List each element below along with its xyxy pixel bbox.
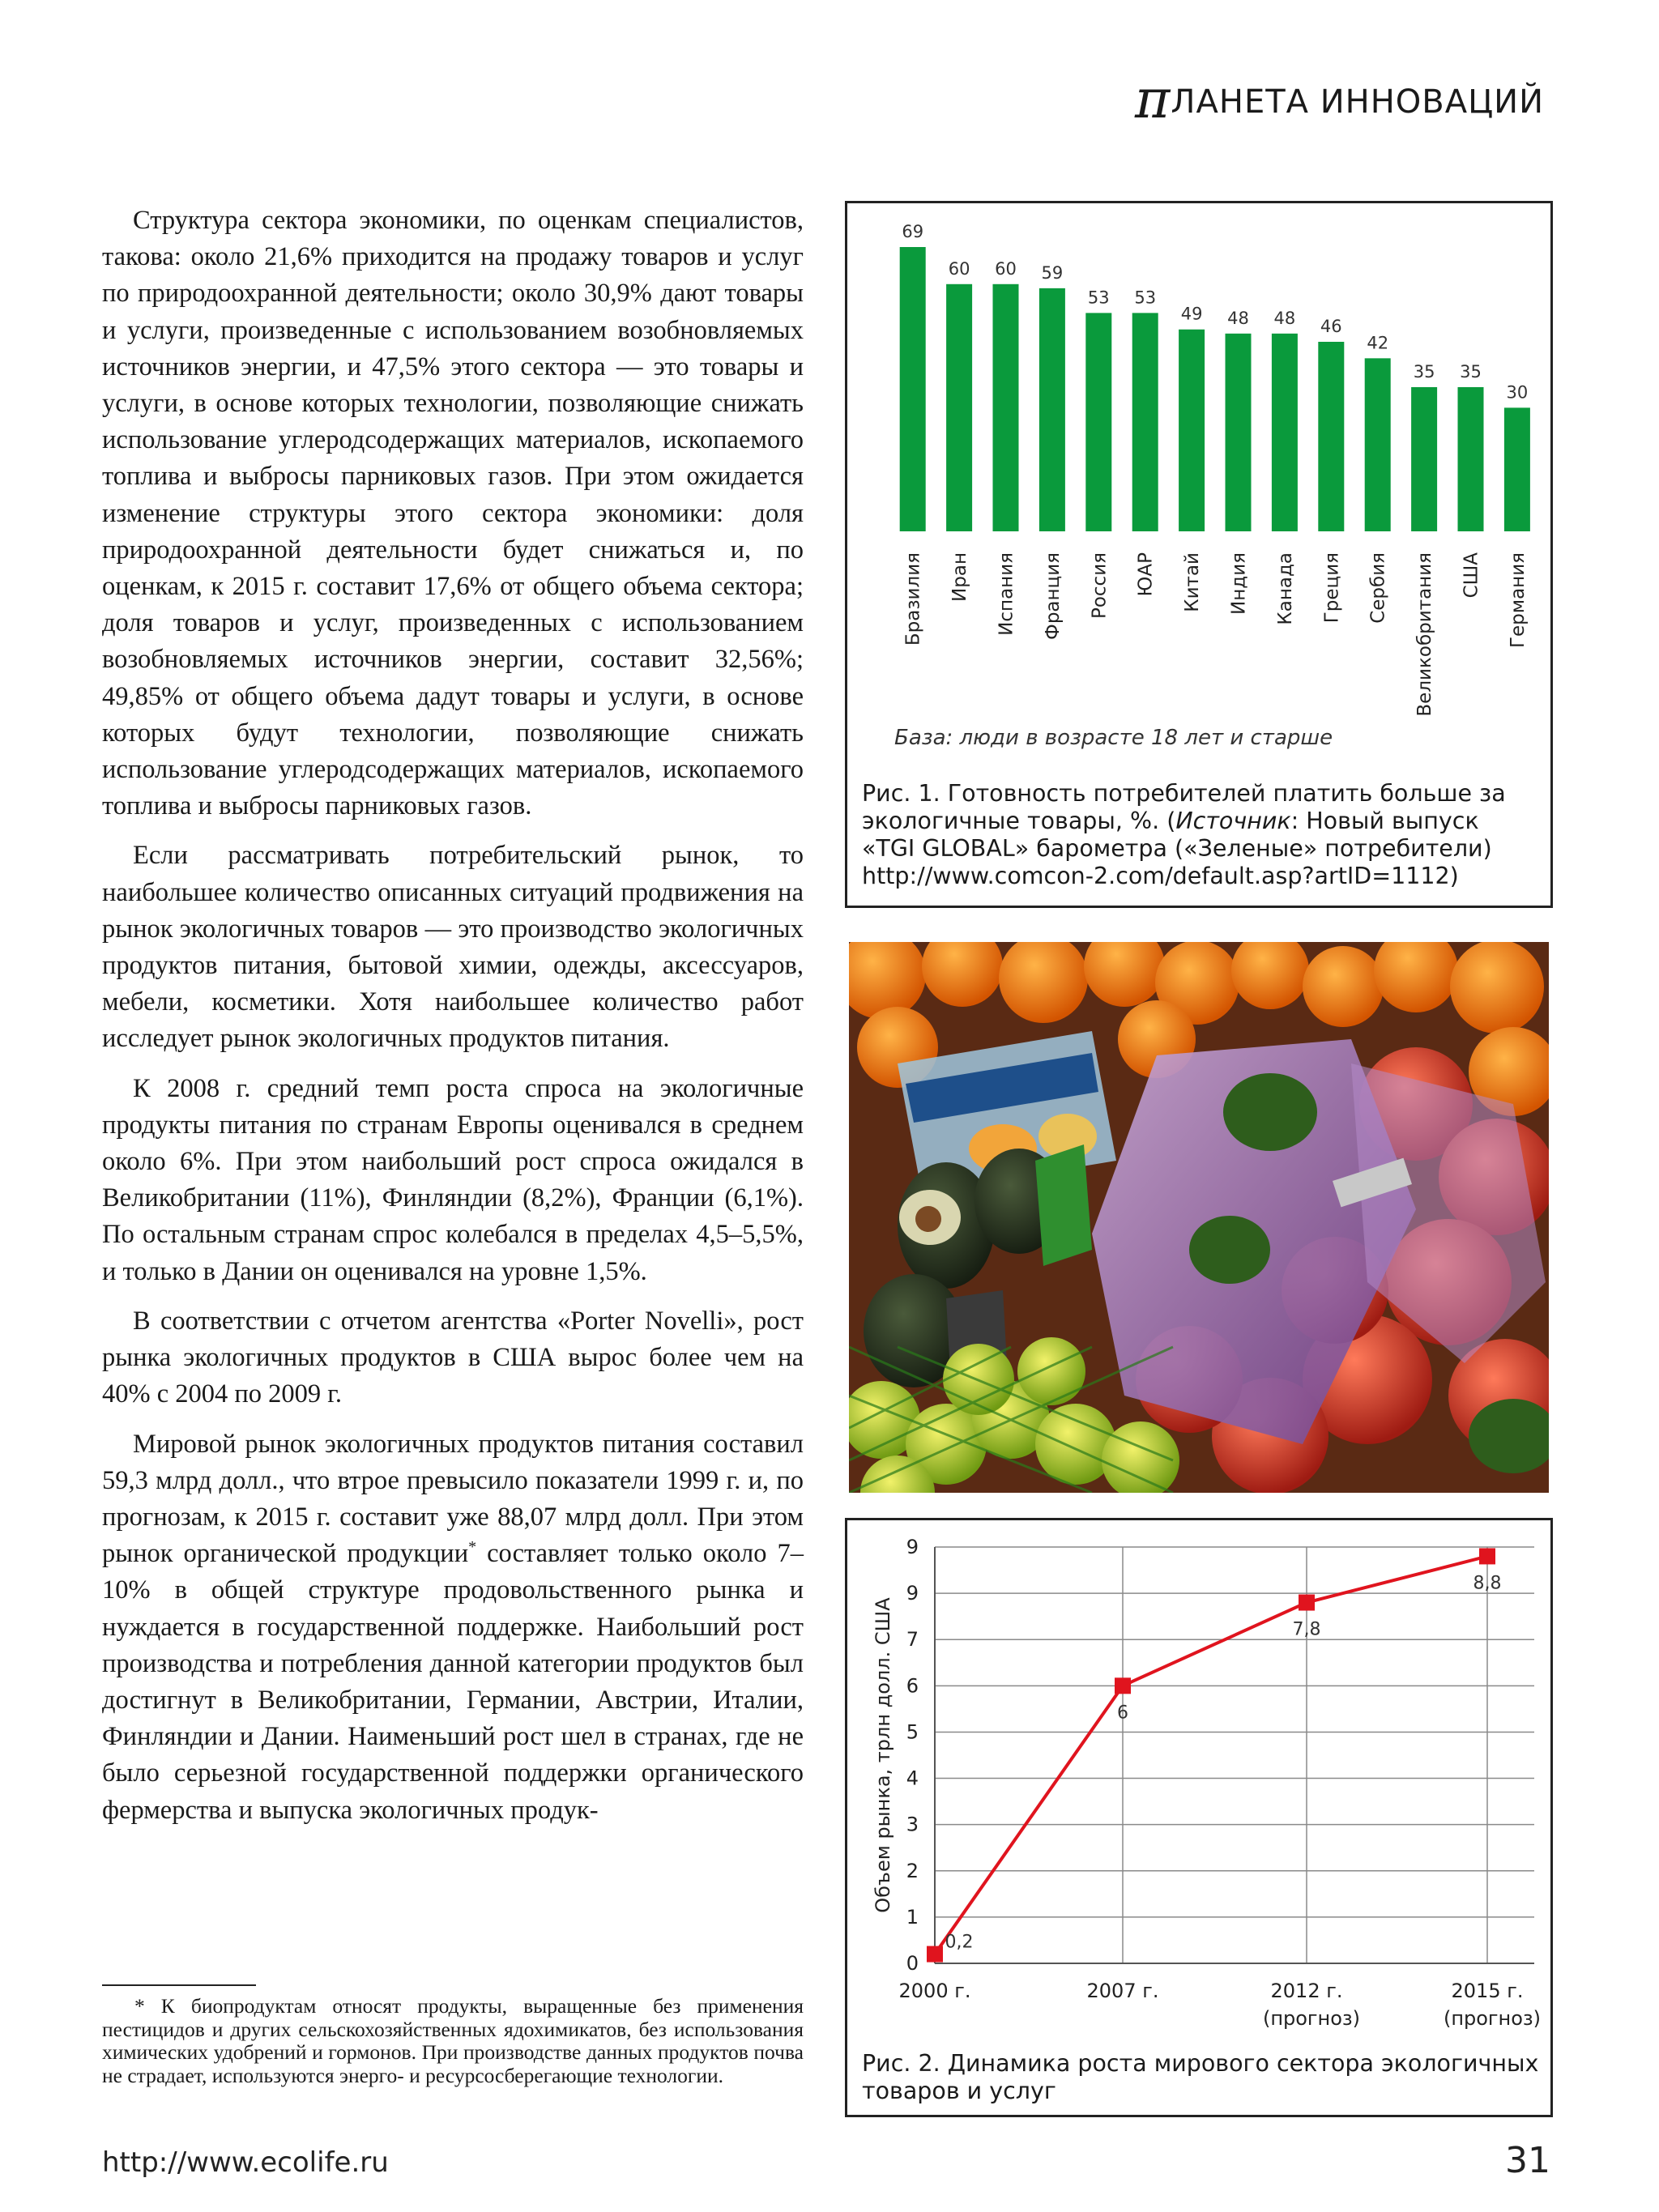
- bar-value-label: 60: [995, 258, 1017, 279]
- figure-1-caption: [862, 780, 1539, 890]
- pi-symbol: π: [1135, 68, 1171, 130]
- footer-url[interactable]: http://www.ecolife.ru: [102, 2146, 389, 2179]
- line-chart: [847, 1520, 1550, 2039]
- paragraph-text: Мировой рынок экологичных продуктов питания составил 59,3 млрд долл., что втрое превысило показатели 1999 г. и, по прогнозам, к 2015 г. составит уже 88,07 млрд долл. При этом рынок органической продукции: [102, 1429, 804, 1569]
- caption-source-word: Источник: [1175, 808, 1291, 834]
- caption-text: : Новый выпуск «TGI GLOBAL» барометра («Зеленые» потребители) http://www.comcon-2.com/default.asp?artID=1112): [862, 808, 1492, 889]
- bar-value-label: 59: [1041, 262, 1064, 283]
- x-tick-sublabel: (прогноз): [1443, 2007, 1542, 2030]
- bar: [1226, 334, 1252, 531]
- bar-value-label: 53: [1134, 288, 1157, 308]
- category-label: Канада: [1274, 552, 1296, 625]
- data-point: [927, 1946, 943, 1963]
- footnote-rule: [102, 1984, 256, 1986]
- x-tick-label: 2007 г.: [1086, 1980, 1159, 2002]
- data-point: [1299, 1595, 1315, 1611]
- x-tick-label: 2000 г.: [898, 1980, 971, 2002]
- footnote: [102, 1995, 804, 2087]
- y-axis-title: Объем рынка, трлн долл. США: [872, 1597, 894, 1913]
- bar: [900, 247, 926, 531]
- bar: [1411, 387, 1437, 531]
- photo-illustration: [849, 942, 1549, 1493]
- bar: [1039, 288, 1065, 531]
- bar: [1458, 387, 1484, 531]
- category-label: Германия: [1507, 552, 1529, 649]
- data-point-label: 8,8: [1473, 1573, 1502, 1594]
- y-tick-label: 5: [906, 1720, 919, 1744]
- data-point: [1479, 1548, 1495, 1564]
- data-point-label: 0,2: [945, 1932, 974, 1953]
- bar-chart: [847, 203, 1550, 722]
- footnote-mark: *: [468, 1538, 477, 1557]
- caption-text: Рис. 1. Готовность потребителей платить больше за экологичные товары, %. (: [862, 780, 1506, 834]
- bar: [1179, 330, 1205, 531]
- bar: [1504, 407, 1530, 531]
- bar-value-label: 46: [1320, 317, 1342, 336]
- bar-value-label: 60: [948, 258, 970, 279]
- x-tick-label: 2015 г.: [1451, 1980, 1524, 2002]
- series-line: [935, 1556, 1487, 1954]
- running-header: [1135, 68, 1544, 130]
- page-number: 31: [1505, 2140, 1550, 2181]
- category-label: Россия: [1089, 552, 1111, 620]
- category-label: Великобритания: [1414, 552, 1436, 717]
- paragraph: Если рассматривать потребительский рынок, то наибольшее количество описанных ситуаций продвижения на рынок экологичных товаров — это производство экологичных продуктов питания, бытовой химии, одежды, аксессуаров, мебели, косметики. Хотя наибольшее количество работ исследует рынок экологичных продуктов питания.: [102, 841, 804, 1054]
- paragraph: Структура сектора экономики, по оценкам специалистов, такова: около 21,6% приходится на продажу товаров и услуг по природоохранной деятельности; около 30,9% дают товары и услуги, произведенные с использованием возобновляемых источников энергии, и 47,5% этого сектора — это товары и услуги, в основе которых технологии, позволяющие снижать использование углеродсодержащих материалов, ископаемого топлива и выбросы парниковых газов. При этом ожидается изменение структуры этого сектора экономики: доля природоохранной деятельности будет снижаться и, по оценкам, к 2015 г. составит 17,6% от общего объема сектора; доля товаров и услуг, произведенных с использованием возобновляемых источников энергии, составит 32,56%; 49,85% от общего объема дадут товары и услуги, в основе которых будут технологии, позволяющие снижать использование углеродсодержащих материалов, ископаемого топлива и выбросы парниковых газов.: [102, 206, 804, 821]
- category-label: Сербия: [1367, 552, 1389, 624]
- y-tick-label: 3: [906, 1813, 919, 1836]
- data-point-label: 7,8: [1292, 1619, 1321, 1640]
- bar: [1085, 313, 1111, 531]
- paragraph: К 2008 г. средний темп роста спроса на экологичные продукты питания по странам Европы оценивался в среднем около 6%. При этом наибольший рост спроса ожидался в Великобритании (11%), Финляндии (8,2%), Франции (6,1%). По остальным странам спрос колебался в пределах 4,5–5,5%, и только в Дании он оценивался на уровне 1,5%.: [102, 1073, 804, 1286]
- bar-value-label: 48: [1227, 308, 1249, 328]
- category-label: Франция: [1042, 552, 1064, 640]
- y-tick-label: 7: [906, 1628, 919, 1652]
- produce-photo: [849, 942, 1549, 1493]
- y-tick-label: 4: [906, 1767, 919, 1790]
- category-label: Китай: [1182, 552, 1204, 612]
- bar: [993, 284, 1019, 531]
- category-label: Иран: [949, 552, 971, 602]
- category-label: США: [1461, 552, 1482, 599]
- article-column: [102, 202, 804, 1842]
- data-point: [1115, 1677, 1131, 1694]
- category-label: Индия: [1228, 552, 1250, 615]
- y-tick-label: 1: [906, 1905, 919, 1929]
- bar: [946, 284, 972, 531]
- bar-value-label: 49: [1180, 304, 1203, 324]
- figure-1: [845, 201, 1553, 908]
- category-label: ЮАР: [1135, 552, 1157, 597]
- bar-value-label: 35: [1460, 361, 1482, 381]
- bar-value-label: 42: [1367, 333, 1389, 353]
- x-tick-label: 2012 г.: [1270, 1980, 1343, 2002]
- data-point-label: 6: [1117, 1703, 1128, 1724]
- bar-value-label: 30: [1506, 382, 1529, 403]
- bar: [1318, 342, 1344, 531]
- footnote-text: * К биопродуктам относят продукты, выращенные без применения пестицидов и других сельскохозяйственных ядохимикатов, без использования химических удобрений и гормонов. При производстве данных продуктов почва не страдает, используются энерго- и ресурсосберегающие технологии.: [102, 1994, 804, 2087]
- bar-value-label: 69: [902, 222, 924, 241]
- y-tick-label: 9: [906, 1582, 919, 1605]
- y-tick-label: 2: [906, 1859, 919, 1882]
- paragraph: [102, 1426, 804, 1829]
- x-tick-sublabel: (прогноз): [1262, 2007, 1361, 2030]
- bar: [1272, 334, 1298, 531]
- bar-value-label: 53: [1087, 288, 1110, 308]
- bar-value-label: 48: [1273, 308, 1296, 328]
- y-tick-label: 6: [906, 1674, 919, 1698]
- y-tick-label: 9: [906, 1536, 919, 1558]
- figure-2: [845, 1518, 1553, 2117]
- running-header-title: ЛАНЕТА ИННОВАЦИЙ: [1171, 83, 1544, 121]
- category-label: Греция: [1321, 552, 1343, 624]
- bar: [1365, 358, 1391, 531]
- category-label: Испания: [996, 552, 1017, 636]
- paragraph: В соответствии с отчетом агентства «Porter Novelli», рост рынка экологичных продуктов в США вырос более чем на 40% с 2004 по 2009 г.: [102, 1306, 804, 1409]
- paragraph-text: составляет только около 7–10% в общей структуре продовольственного рынка и нуждается в государственной поддержке. Наибольший рост производства и потребления данной категории продуктов был достигнут в Великобритании, Германии, Австрии, Италии, Финляндии и Дании. Наименьший рост шел в странах, где не было серьезной государственной поддержки органического фермерства и выпуска экологичных продук-: [102, 1539, 804, 1825]
- chart-base-note: База: люди в возрасте 18 лет и старше: [894, 726, 1333, 750]
- bar-value-label: 35: [1413, 361, 1435, 381]
- category-label: Бразилия: [902, 552, 924, 646]
- y-tick-label: 0: [906, 1952, 919, 1975]
- bar: [1132, 313, 1158, 531]
- figure-2-caption: Рис. 2. Динамика роста мирового сектора экологичных товаров и услуг: [862, 2050, 1539, 2104]
